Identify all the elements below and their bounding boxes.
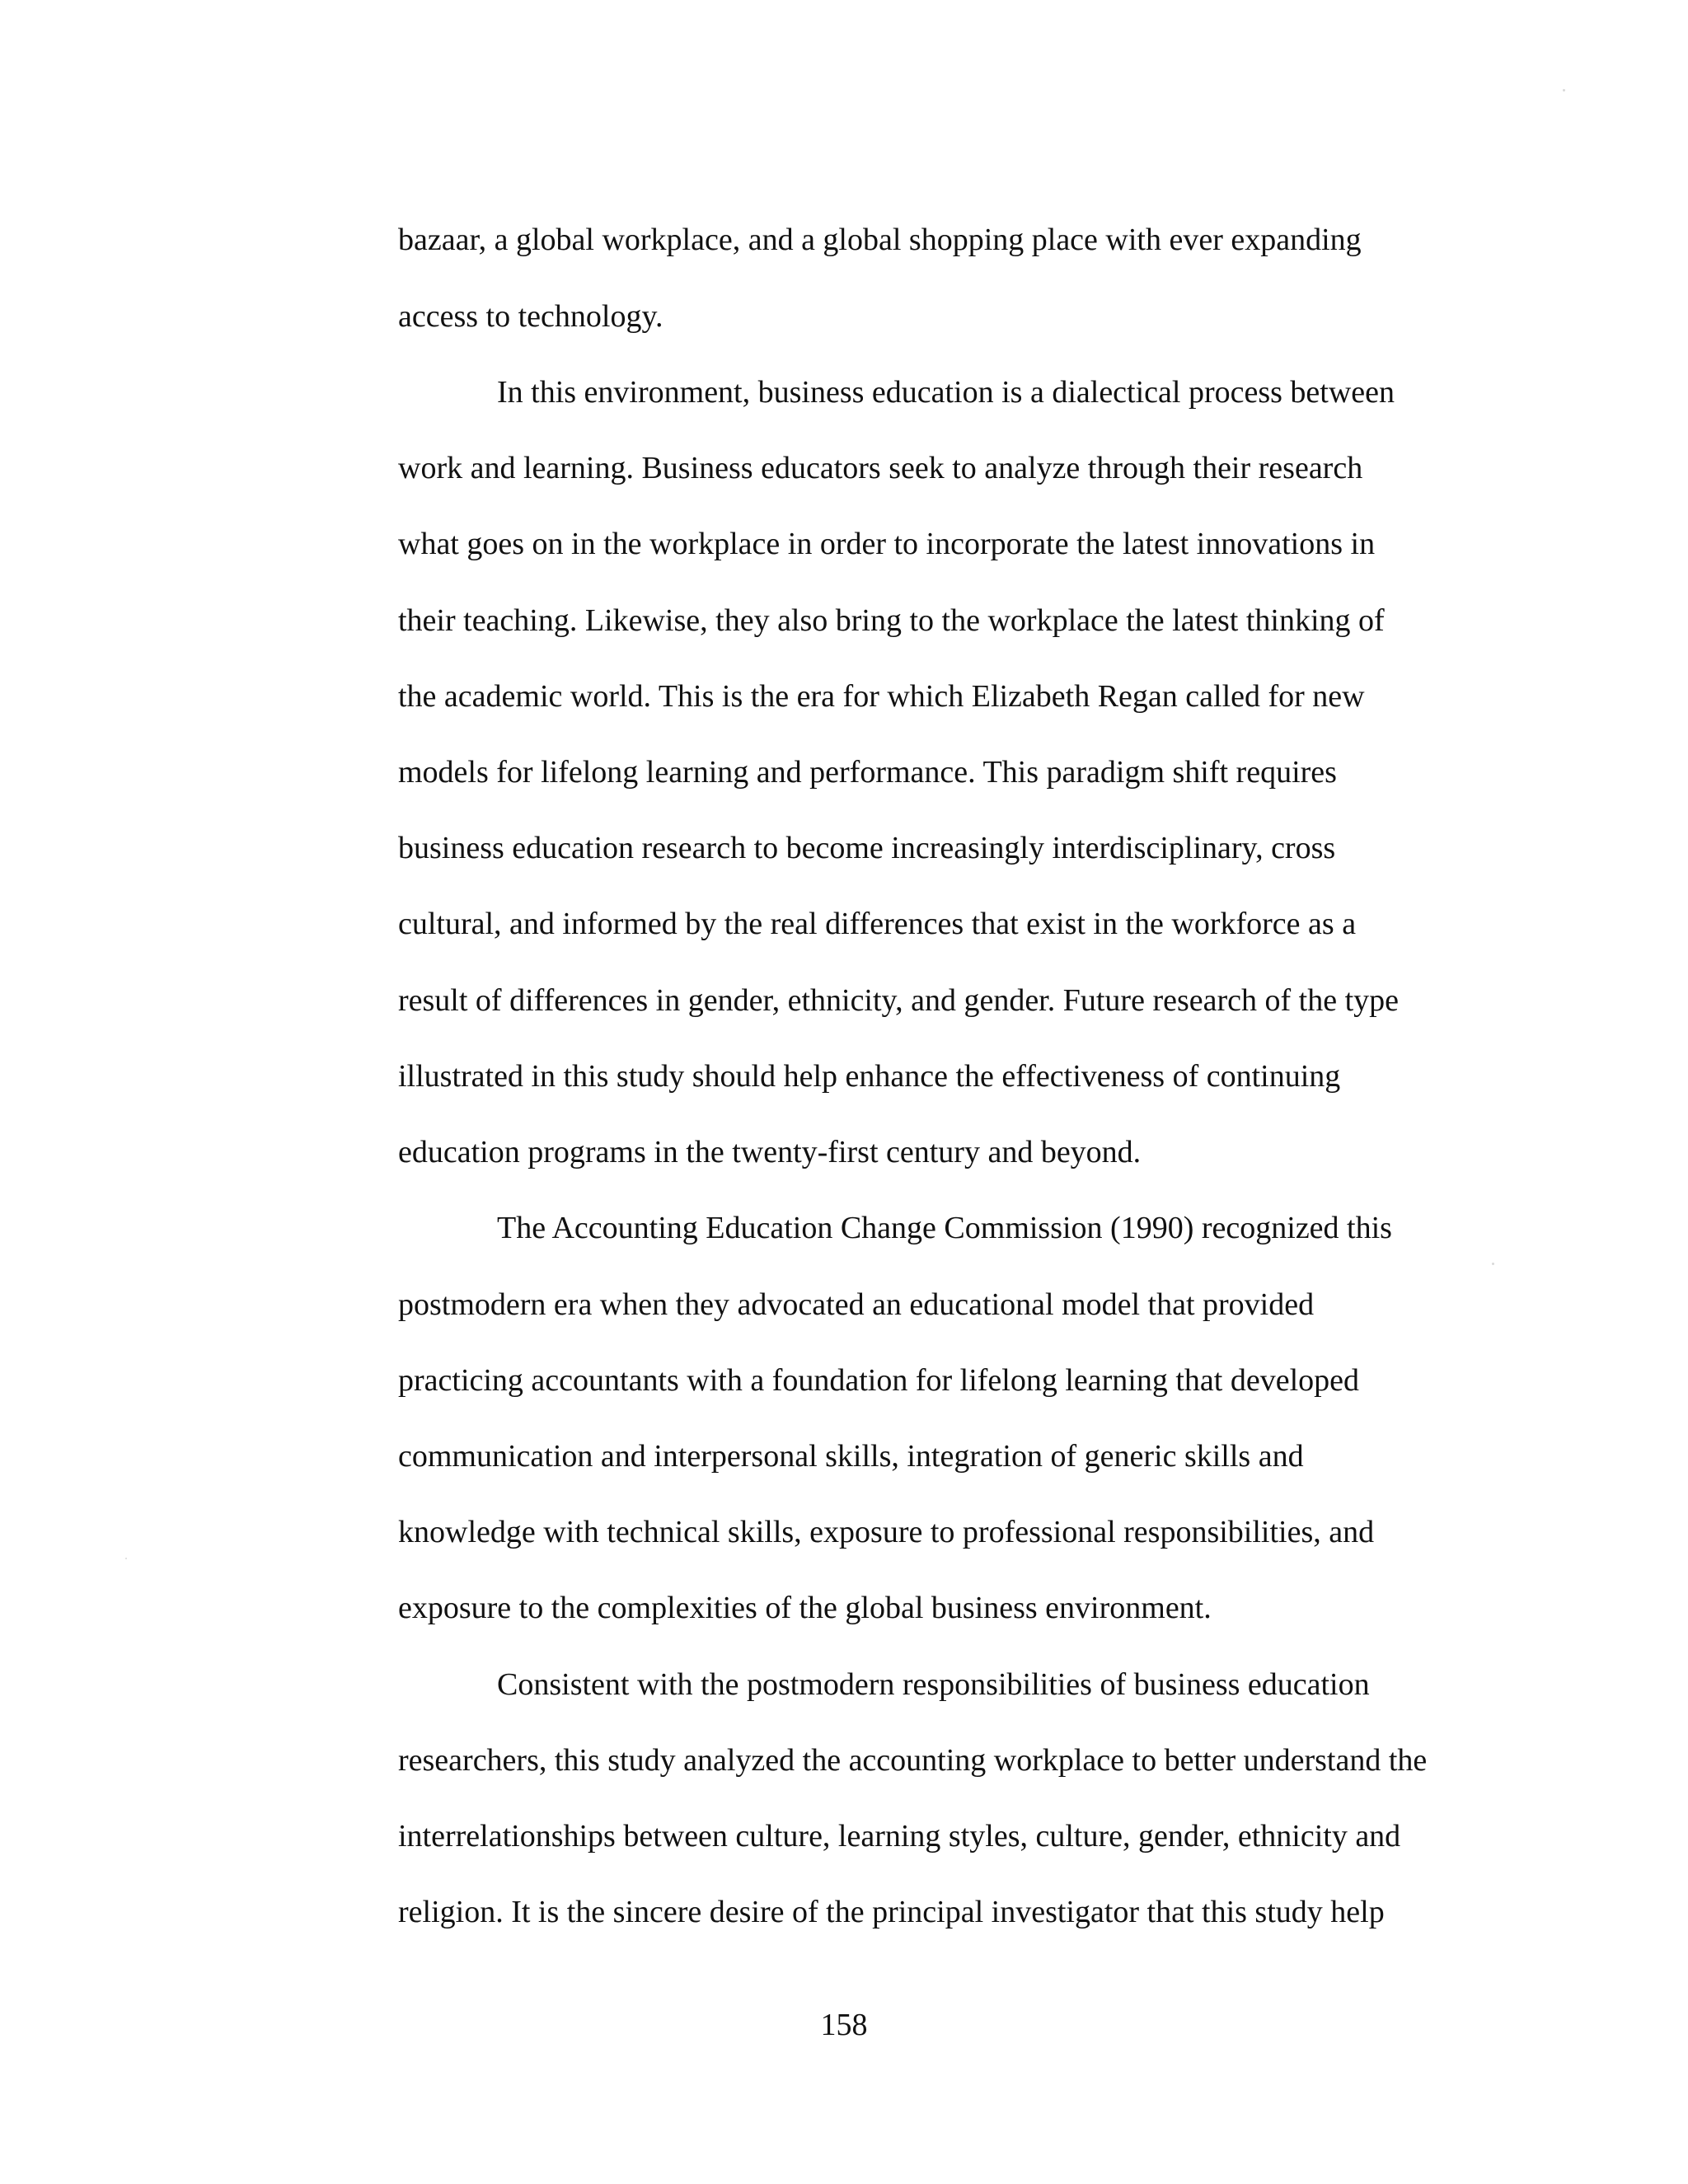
- paragraph-start-line: In this environment, business education is a dialectical process between: [497, 375, 1395, 410]
- text-line: communication and interpersonal skills, integration of generic skills and: [398, 1439, 1304, 1474]
- text-line: the academic world. This is the era for which Elizabeth Regan called for new: [398, 679, 1365, 714]
- text-line: exposure to the complexities of the global business environment.: [398, 1591, 1212, 1625]
- text-line: work and learning. Business educators seek to analyze through their research: [398, 451, 1363, 485]
- text-line: result of differences in gender, ethnicity, and gender. Future research of the type: [398, 983, 1400, 1018]
- text-line: bazaar, a global workplace, and a global shopping place with ever expanding: [398, 223, 1362, 257]
- text-line: business education research to become increasingly interdisciplinary, cross: [398, 831, 1336, 865]
- text-line: religion. It is the sincere desire of the principal investigator that this study help: [398, 1895, 1385, 1929]
- text-line: access to technology.: [398, 299, 663, 334]
- text-line: postmodern era when they advocated an educational model that provided: [398, 1287, 1315, 1322]
- text-line: practicing accountants with a foundation for lifelong learning that developed: [398, 1363, 1359, 1398]
- text-line: what goes on in the workplace in order to incorporate the latest innovations in: [398, 527, 1376, 561]
- scan-speck: [125, 1558, 127, 1559]
- page-number: 158: [820, 2008, 868, 2042]
- text-line: knowledge with technical skills, exposure to professional responsibilities, and: [398, 1515, 1375, 1549]
- text-line: interrelationships between culture, learning styles, culture, gender, ethnicity and: [398, 1819, 1401, 1854]
- text-line: cultural, and informed by the real differences that exist in the workforce as a: [398, 907, 1357, 941]
- text-line: models for lifelong learning and performance. This paradigm shift requires: [398, 755, 1337, 790]
- text-line: illustrated in this study should help enhance the effectiveness of continuing: [398, 1059, 1341, 1094]
- paragraph-start-line: Consistent with the postmodern responsibilities of business education: [497, 1667, 1370, 1702]
- scan-speck: [1563, 89, 1565, 91]
- scan-speck: [1492, 1263, 1494, 1265]
- text-line: their teaching. Likewise, they also bring to the workplace the latest thinking of: [398, 603, 1385, 638]
- paragraph-start-line: The Accounting Education Change Commission (1990) recognized this: [497, 1211, 1392, 1245]
- text-line: education programs in the twenty-first century and beyond.: [398, 1135, 1142, 1169]
- text-line: researchers, this study analyzed the accounting workplace to better understand the: [398, 1743, 1428, 1778]
